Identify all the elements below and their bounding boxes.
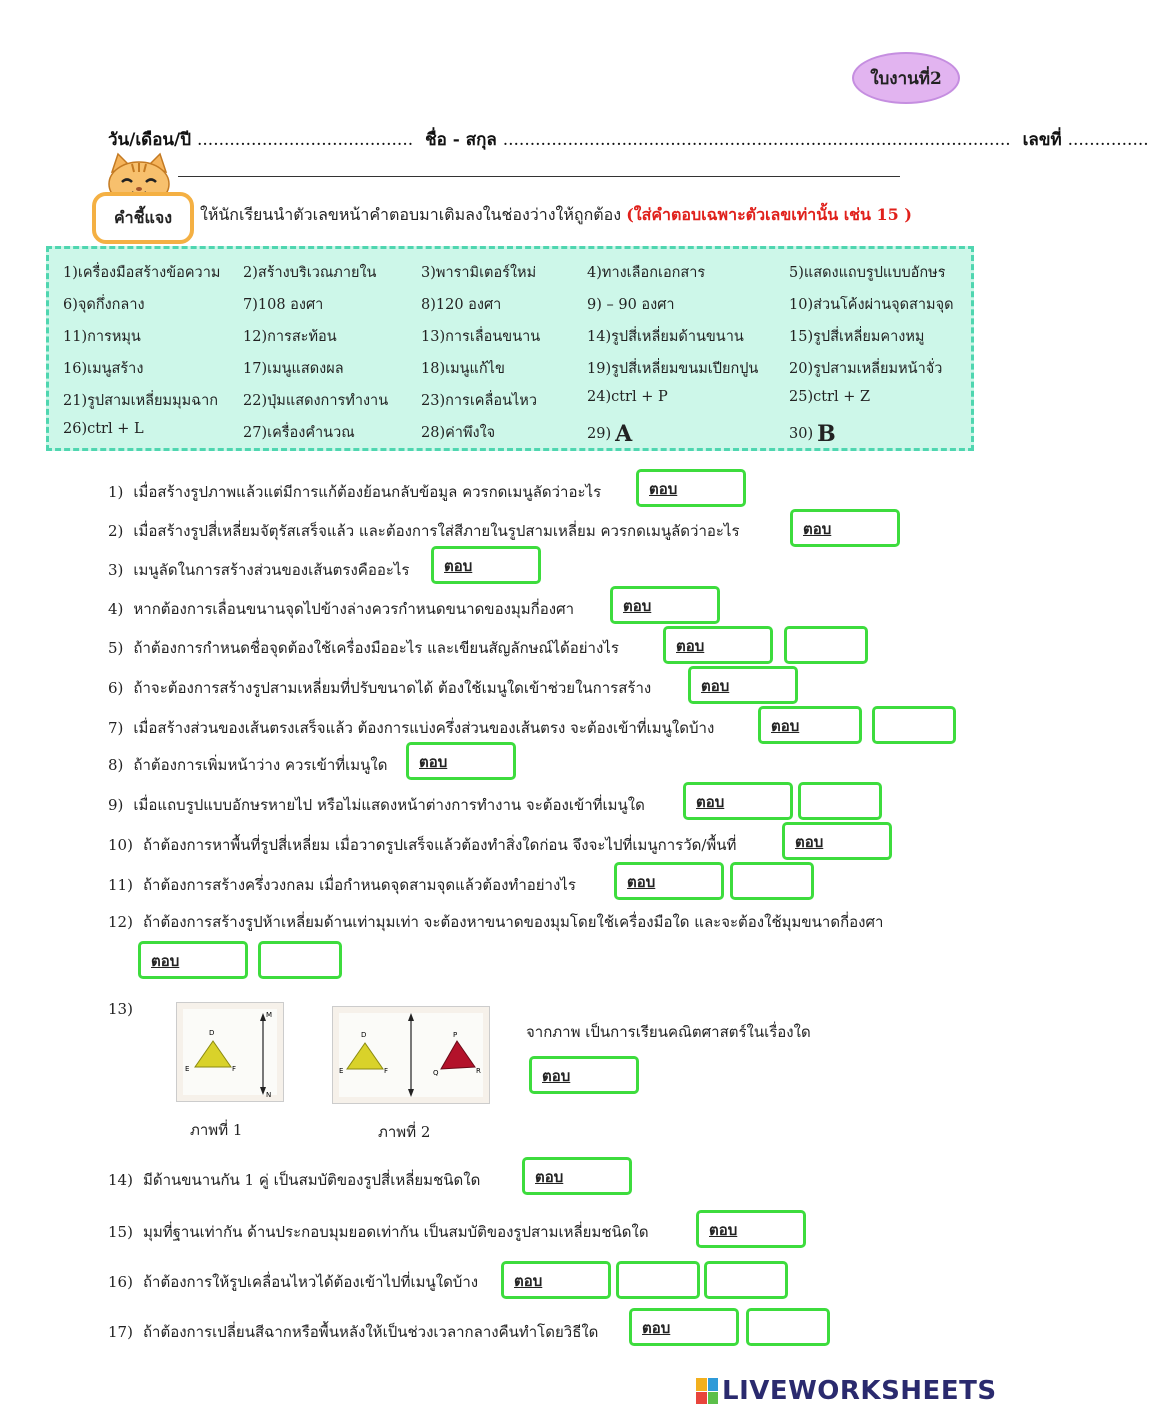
question-number: 6): [108, 679, 124, 697]
fig1-label-n: N: [266, 1091, 272, 1099]
choice-label: 15)รูปสี่เหลี่ยมคางหมู: [789, 329, 925, 345]
choice-label: 8)120 องศา: [421, 297, 502, 313]
question-number: 7): [108, 719, 124, 737]
choice-label: 3)พารามิเตอร์ใหม่: [421, 265, 537, 281]
choice-label: 28)ค่าพึงใจ: [421, 425, 496, 441]
answer-box-q8[interactable]: [406, 742, 516, 780]
answer-box-q9[interactable]: [683, 782, 793, 820]
answer-label: ตอบ: [419, 753, 448, 771]
choice-item: [789, 421, 836, 447]
choice-item: [63, 261, 220, 284]
question-number: 12): [108, 913, 133, 931]
answer-box-q14[interactable]: [522, 1157, 632, 1195]
answer-label: ตอบ: [444, 557, 473, 575]
choice-item: [421, 421, 495, 444]
question-text: ถ้าต้องการให้รูปเคลื่อนไหวได้ต้องเข้าไปที่เมนูใดบ้าง: [142, 1273, 479, 1291]
figure-1-drawing: [177, 1003, 283, 1101]
question-text: มุมที่ฐานเท่ากัน ด้านประกอบมุมยอดเท่ากัน เป็นสมบัติของรูปสามเหลี่ยมชนิดใด: [142, 1223, 649, 1241]
question-text: เมื่อแถบรูปแบบอักษรหายไป หรือไม่แสดงหน้าต่างการทำงาน จะต้องเข้าที่เมนูใด: [133, 796, 645, 814]
answer-box-q5[interactable]: [663, 626, 773, 664]
question-12: [108, 910, 883, 934]
choice-label: 19)รูปสี่เหลี่ยมขนมเปียกปูน: [587, 361, 759, 377]
question-number: 4): [108, 600, 124, 618]
question-number: 13): [108, 1000, 133, 1018]
question-16: [108, 1270, 478, 1294]
question-number: 9): [108, 796, 124, 814]
choice-item: [63, 325, 141, 348]
choice-label: 7)108 องศา: [243, 297, 324, 313]
choice-label: 11)การหมุน: [63, 329, 141, 345]
answer-box-q11-2[interactable]: [730, 862, 814, 900]
choice-label: 18)เมนูแก้ไข: [421, 361, 505, 377]
question-text: ถ้าต้องการสร้างรูปห้าเหลี่ยมด้านเท่ามุมเท่า จะต้องหาขนาดของมุมโดยใช้เครื่องมือใด และจะต้องใช้มุมขนาดกี่องศา: [142, 913, 884, 931]
answer-box-q6[interactable]: [688, 666, 798, 704]
question-text: เมื่อสร้างรูปภาพแล้วแต่มีการแก้ต้องย้อนกลับข้อมูล ควรกดเมนูลัดว่าอะไร: [133, 483, 602, 501]
figure-1-photo: [176, 1002, 284, 1102]
choice-label: 17)เมนูแสดงผล: [243, 361, 344, 377]
question-number: 10): [108, 836, 133, 854]
answer-box-q16[interactable]: [501, 1261, 611, 1299]
sheet-number-badge: ใบงานที่2: [852, 52, 960, 104]
choice-30-letter: B: [817, 421, 836, 447]
choice-label: 4)ทางเลือกเอกสาร: [587, 265, 706, 281]
answer-box-q15[interactable]: [696, 1210, 806, 1248]
choice-label: 1)เครื่องมือสร้างข้อความ: [63, 265, 221, 281]
choice-label: 30): [789, 426, 814, 442]
choice-29-letter: A: [615, 421, 633, 447]
question-number: 3): [108, 561, 124, 579]
number-field[interactable]: ...............: [1067, 130, 1149, 150]
choice-label: 13)การเลื่อนขนาน: [421, 329, 541, 345]
figure-2-drawing: [333, 1007, 489, 1103]
question-text: เมนูลัดในการสร้างส่วนของเส้นตรงคืออะไร: [133, 561, 410, 579]
question-text: ถ้าต้องการเปลี่ยนสีฉากหรือพื้นหลังให้เป็นช่วงเวลากลางคืนทำโดยวิธีใด: [142, 1323, 599, 1341]
question-9: [108, 793, 645, 817]
question-text: ถ้าต้องการกำหนดชื่อจุดต้องใช้เครื่องมืออะไร และเขียนสัญลักษณ์ได้อย่างไร: [133, 639, 619, 657]
choice-label: 16)เมนูสร้าง: [63, 361, 144, 377]
answer-box-q12[interactable]: [138, 941, 248, 979]
instruction-note: (ใส่คำตอบเฉพาะตัวเลขเท่านั้น เช่น 15 ): [626, 205, 912, 224]
answer-box-q17-2[interactable]: [746, 1308, 830, 1346]
choice-label: 6)จุดกึ่งกลาง: [63, 297, 145, 313]
question-text: มีด้านขนานกัน 1 คู่ เป็นสมบัติของรูปสี่เหลี่ยมชนิดใด: [142, 1171, 481, 1189]
choice-item: [587, 421, 632, 447]
answer-label: ตอบ: [535, 1168, 564, 1186]
question-number: 8): [108, 756, 124, 774]
choice-label: 10)ส่วนโค้งผ่านจุดสามจุด: [789, 297, 954, 313]
fig1-label-f: F: [232, 1065, 237, 1073]
answer-box-q13[interactable]: [529, 1056, 639, 1094]
question-13: [108, 1000, 143, 1018]
choice-item: [243, 357, 344, 380]
question-3: [108, 558, 410, 582]
question-number: 5): [108, 639, 124, 657]
choice-item: [789, 325, 924, 348]
header-rule: [178, 176, 900, 177]
question-number: 15): [108, 1223, 133, 1241]
choice-item: [421, 325, 540, 348]
choice-item: [421, 357, 505, 380]
question-text: เมื่อสร้างรูปสี่เหลี่ยมจัตุรัสเสร็จแล้ว และต้องการใส่สีภายในรูปสามเหลี่ยม ควรกดเมนูลัดว่าอะไร: [133, 522, 740, 540]
question-text: หากต้องการเลื่อนขนานจุดไปข้างล่างควรกำหนดขนาดของมุมกี่องศา: [133, 600, 575, 618]
fig2-label-f: F: [384, 1067, 389, 1075]
answer-label: ตอบ: [701, 677, 730, 695]
choice-label: 22)ปุ่มแสดงการทำงาน: [243, 393, 389, 409]
choice-item: [421, 261, 536, 284]
choice-label: 12)การสะท้อน: [243, 329, 337, 345]
choice-item: [587, 357, 758, 380]
answer-box-q9-2[interactable]: [798, 782, 882, 820]
answer-box-q2[interactable]: [790, 509, 900, 547]
choice-label: 27)เครื่องคำนวณ: [243, 425, 355, 441]
choice-item: [587, 261, 705, 284]
question-number: 2): [108, 522, 124, 540]
fig2-label-q: Q: [433, 1069, 439, 1077]
date-label: วัน/เดือน/ปี: [108, 130, 192, 150]
choice-item: [63, 389, 218, 412]
question-text: เมื่อสร้างส่วนของเส้นตรงเสร็จแล้ว ต้องการแบ่งครึ่งส่วนของเส้นตรง จะต้องเข้าที่เมนูใดบ้าง: [133, 719, 715, 737]
choice-item: [587, 293, 675, 316]
question-5: [108, 636, 619, 660]
question-15: [108, 1220, 649, 1244]
question-7: [108, 716, 714, 740]
question-2: [108, 519, 740, 543]
choice-item: [243, 389, 388, 412]
choice-label: 9) – 90 องศา: [587, 297, 675, 313]
question-text: ถ้าต้องการเพิ่มหน้าว่าง ควรเข้าที่เมนูใด: [133, 756, 388, 774]
answer-label: ตอบ: [709, 1221, 738, 1239]
answer-label: ตอบ: [803, 520, 832, 538]
question-8: [108, 753, 388, 777]
choice-label: 26)ctrl + L: [63, 421, 144, 437]
answer-label: ตอบ: [795, 833, 824, 851]
choice-label: 20)รูปสามเหลี่ยมหน้าจั่ว: [789, 361, 943, 377]
figure-2-photo: [332, 1006, 490, 1104]
fig2-label-p: P: [453, 1031, 458, 1039]
answer-box-q16-2[interactable]: [616, 1261, 700, 1299]
choice-item: [63, 421, 144, 437]
fig2-label-r: R: [476, 1067, 481, 1075]
question-13-text: [526, 1020, 811, 1044]
question-4: [108, 597, 574, 621]
answer-box-q10[interactable]: [782, 822, 892, 860]
choice-item: [243, 261, 376, 284]
answer-label: ตอบ: [649, 480, 678, 498]
choice-label: 24)ctrl + P: [587, 389, 668, 405]
question-text: จากภาพ เป็นการเรียนคณิตศาสตร์ในเรื่องใด: [526, 1023, 811, 1041]
liveworksheets-logo: [696, 1376, 997, 1406]
answer-box-q7-2[interactable]: [872, 706, 956, 744]
figure-1-caption: ภาพที่ 1: [190, 1121, 243, 1139]
answer-label: ตอบ: [642, 1319, 671, 1337]
choice-label: 29): [587, 426, 612, 442]
name-field[interactable]: ..............................................................................................: [502, 130, 1011, 150]
choice-label: 5)แสดงแถบรูปแบบอักษร: [789, 265, 946, 281]
question-text: ถ้าต้องการหาพื้นที่รูปสี่เหลี่ยม เมื่อวาดรูปเสร็จแล้วต้องทำสิ่งใดก่อน จึงจะไปที่เมนูการวัด/พื้นที่: [142, 836, 737, 854]
logo-text: LIVEWORKSHEETS: [722, 1376, 997, 1406]
question-number: 1): [108, 483, 124, 501]
choice-item: [789, 261, 945, 284]
answer-label: ตอบ: [696, 793, 725, 811]
answer-box-q7[interactable]: [758, 706, 862, 744]
fig2-label-d: D: [361, 1031, 367, 1039]
name-label: ชื่อ - สกุล: [425, 130, 497, 150]
answer-box-q11[interactable]: [614, 862, 724, 900]
choice-item: [243, 325, 337, 348]
answer-label: ตอบ: [771, 717, 800, 735]
answer-label: ตอบ: [627, 873, 656, 891]
choice-item: [421, 293, 501, 316]
choice-label: 21)รูปสามเหลี่ยมมุมฉาก: [63, 393, 219, 409]
choice-item: [243, 421, 355, 444]
figure-2-caption: ภาพที่ 2: [378, 1123, 431, 1141]
question-number: 14): [108, 1171, 133, 1189]
answer-label: ตอบ: [151, 952, 180, 970]
answer-label: ตอบ: [623, 597, 652, 615]
question-6: [108, 676, 651, 700]
choice-item: [789, 389, 870, 405]
question-17: [108, 1320, 598, 1344]
choice-item: [421, 389, 537, 412]
question-text: ถ้าจะต้องการสร้างรูปสามเหลี่ยมที่ปรับขนาดได้ ต้องใช้เมนูใดเข้าช่วยในการสร้าง: [133, 679, 652, 697]
answer-choices-panel: [46, 246, 974, 451]
choice-item: [789, 357, 942, 380]
question-number: 16): [108, 1273, 133, 1291]
choice-item: [63, 293, 145, 316]
date-field[interactable]: ........................................: [196, 130, 414, 150]
question-number: 11): [108, 876, 133, 894]
choice-label: 23)การเคลื่อนไหว: [421, 393, 537, 409]
question-number: 17): [108, 1323, 133, 1341]
fig1-label-d: D: [209, 1029, 215, 1037]
answer-box-q16-3[interactable]: [704, 1261, 788, 1299]
answer-box-q1[interactable]: [636, 469, 746, 507]
answer-box-q3[interactable]: [431, 546, 541, 584]
logo-blocks-icon: [696, 1378, 718, 1404]
answer-box-q4[interactable]: [610, 586, 720, 624]
question-text: ถ้าต้องการสร้างครึ่งวงกลม เมื่อกำหนดจุดสามจุดแล้วต้องทำอย่างไร: [142, 876, 576, 894]
answer-box-q5-2[interactable]: [784, 626, 868, 664]
question-1: [108, 480, 601, 504]
fig1-label-e: E: [185, 1065, 190, 1073]
answer-label: ตอบ: [514, 1272, 543, 1290]
instruction-label: คำชี้แจง: [92, 192, 194, 244]
choice-item: [587, 389, 668, 405]
choice-item: [243, 293, 323, 316]
answer-label: ตอบ: [676, 637, 705, 655]
choice-label: 2)สร้างบริเวณภายใน: [243, 265, 377, 281]
answer-label: ตอบ: [542, 1067, 571, 1085]
choice-item: [63, 357, 143, 380]
choice-label: 14)รูปสี่เหลี่ยมด้านขนาน: [587, 329, 744, 345]
student-info-line: [108, 126, 1149, 153]
choice-label: 25)ctrl + Z: [789, 389, 871, 405]
fig2-label-e: E: [339, 1067, 344, 1075]
question-11: [108, 873, 576, 897]
instruction-body: ให้นักเรียนนำตัวเลขหน้าคำตอบมาเติมลงในช่องว่างให้ถูกต้อง: [200, 205, 622, 224]
answer-box-q12-2[interactable]: [258, 941, 342, 979]
instruction-text: [200, 203, 912, 228]
number-label: เลขที่: [1022, 130, 1062, 150]
answer-box-q17[interactable]: [629, 1308, 739, 1346]
question-14: [108, 1168, 480, 1192]
question-10: [108, 833, 736, 857]
choice-item: [789, 293, 954, 316]
choice-item: [587, 325, 744, 348]
fig1-label-m: M: [266, 1011, 273, 1019]
